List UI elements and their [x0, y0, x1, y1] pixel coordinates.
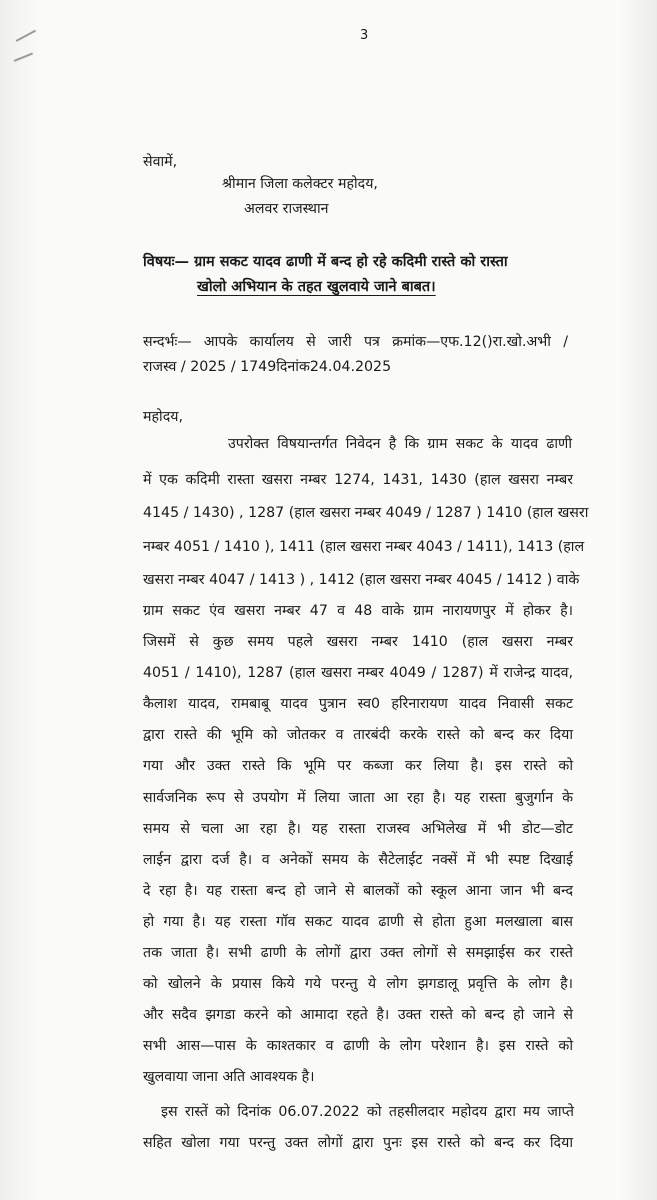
- body-line: तक जाता है। सभी ढाणी के लोगों द्वारा उक्त लोगों से समझाईस कर रास्ते: [143, 945, 573, 961]
- body-line: हो गया है। यह रास्ता गॉव सकट यादव ढाणी से होता हुआ मलखाला बास: [143, 914, 573, 930]
- addressee-line: अलवर राजस्थान: [244, 201, 329, 217]
- body-line: खसरा नम्बर 4047 / 1413 ) , 1412 (हाल खसरा नम्बर 4045 / 1412 ) वाके: [143, 572, 580, 588]
- salutation: सेवामें,: [143, 154, 178, 170]
- body-line: दे रहा है। यह रास्ता बन्द हो जाने से बालकों को स्कूल आना जान भी बन्द: [143, 883, 573, 899]
- body-line: जिसमें से कुछ समय पहले खसरा नम्बर 1410 (हाल खसरा नम्बर: [143, 634, 573, 650]
- body-line: द्वारा रास्ते की भूमि को जोतकर व तारबंदी करके रास्ते को बन्द कर दिया: [143, 727, 573, 743]
- body-line: सभी आस—पास के काश्तकार व ढाणी के लोग परेशान है। इस रास्ते को: [143, 1038, 573, 1054]
- body-line: ग्राम सकट एंव खसरा नम्बर 47 व 48 वाके ग्राम नारायणपुर में होकर है।: [143, 603, 573, 619]
- addressee-line: श्रीमान जिला कलेक्टर महोदय,: [222, 176, 378, 192]
- body-line: खुलवाया जाना अति आवश्यक है।: [143, 1069, 315, 1085]
- paragraph-line: इस रास्तें को दिनांक 06.07.2022 को तहसीलदार महोदय द्वारा मय जाप्ते: [161, 1104, 574, 1120]
- body-line: लाईन द्वारा दर्ज है। व अनेकों समय के सैटेलाईट नक्सें में भी स्पष्ट दिखाई: [143, 852, 573, 868]
- body-line: और सदैव झगडा करने को आमादा रहते है। उक्त रास्ते को बन्द हो जाने से: [143, 1007, 573, 1023]
- body-line: नम्बर 4051 / 1410 ), 1411 (हाल खसरा नम्बर 4043 / 1411), 1413 (हाल: [143, 539, 585, 555]
- body-line: सार्वजनिक रूप से उपयोग में लिया जाता आ रहा है। यह रास्ता बुजुर्गान के: [143, 790, 573, 806]
- body-line: को खोलने के प्रयास किये गये परन्तु ये लोग झगडालू प्रवृत्ति के लोग है।: [143, 976, 573, 992]
- subject-line: विषयः— ग्राम सकट यादव ढाणी में बन्द हो रहे कदिमी रास्ते को रास्ता: [143, 254, 508, 270]
- subject-line: खोलो अभियान के तहत खुलवाये जाने बाबत।: [197, 279, 436, 295]
- reference-line: सन्दर्भः— आपके कार्यालय से जारी पत्र क्रमांक—एफ.12()रा.खो.अभी /: [143, 334, 568, 350]
- body-line: में एक कदिमी रास्ता खसरा नम्बर 1274, 1431, 1430 (हाल खसरा नम्बर: [143, 472, 573, 488]
- greeting: महोदय,: [143, 409, 183, 425]
- body-line: कैलाश यादव, रामबाबू यादव पुत्रान स्व0 हरिनारायण यादव निवासी सकट: [143, 696, 573, 712]
- scan-mark: [16, 30, 36, 42]
- paragraph-line: सहित खोला गया परन्तु उक्त लोगों द्वारा पुनः इस रास्ते को बन्द कर दिया: [143, 1135, 573, 1151]
- body-line: समय से चला आ रहा है। यह रास्ता राजस्व अभिलेख में भी डोट—डोट: [143, 821, 573, 837]
- scan-mark: [14, 53, 33, 62]
- body-line: 4051 / 1410), 1287 (हाल खसरा नम्बर 4049 / 1287) में राजेन्द्र यादव,: [143, 665, 573, 681]
- body-line: उपरोक्त विषयान्तर्गत निवेदन है कि ग्राम सकट के यादव ढाणी: [228, 436, 572, 452]
- body-line: 4145 / 1430) , 1287 (हाल खसरा नम्बर 4049 / 1287 ) 1410 (हाल खसरा: [143, 505, 589, 521]
- page-number: 3: [360, 28, 369, 43]
- body-line: गया और उक्त रास्ते कि भूमि पर कब्जा कर लिया है। इस रास्ते को: [143, 758, 573, 774]
- reference-line: राजस्व / 2025 / 1749दिनांक24.04.2025: [143, 359, 392, 375]
